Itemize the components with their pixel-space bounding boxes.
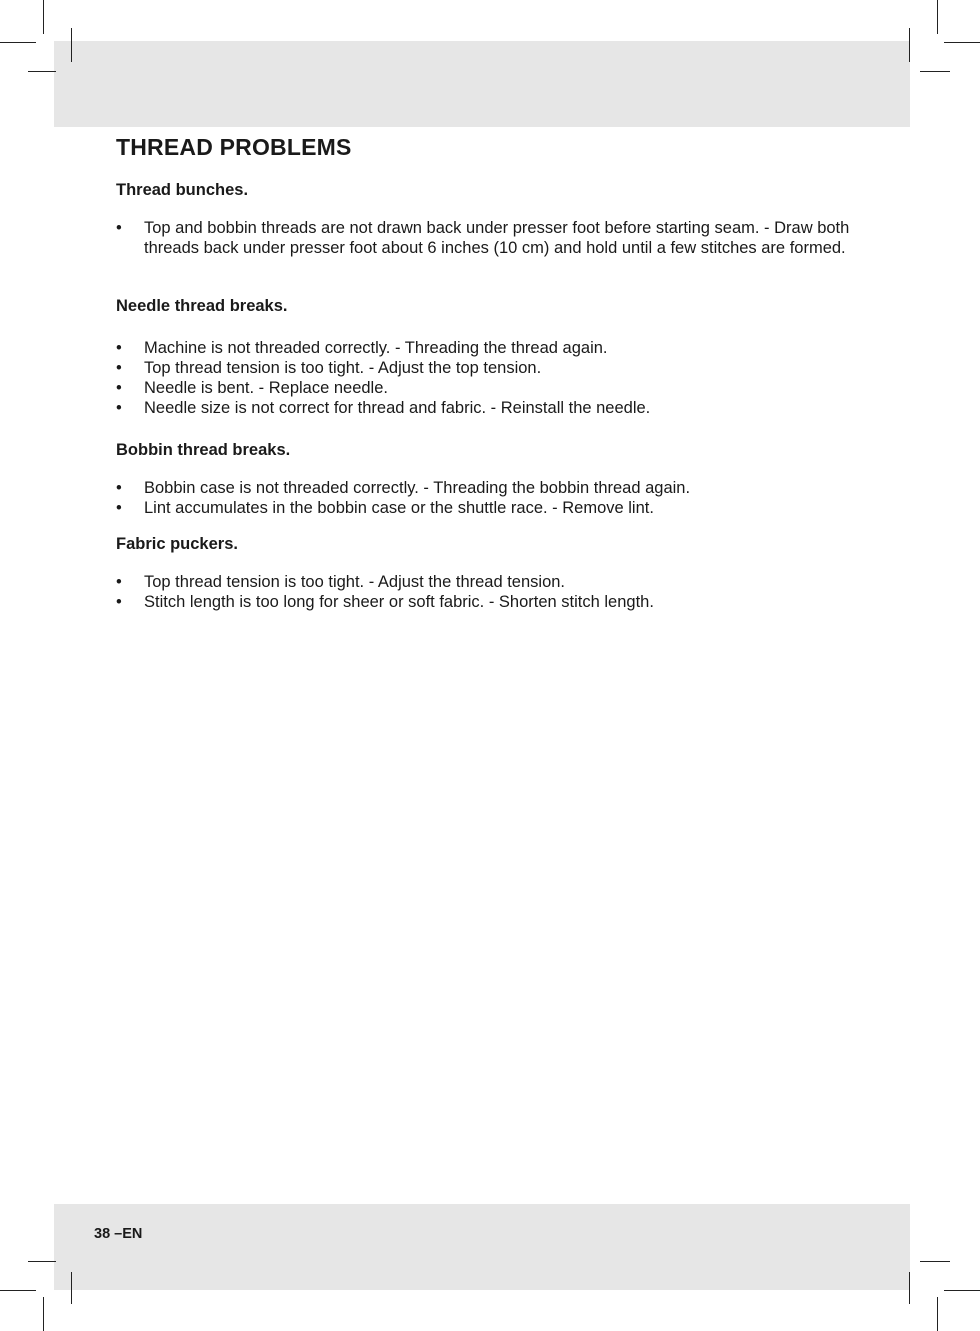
crop-mark	[43, 1297, 44, 1331]
bullet-icon: •	[116, 573, 122, 591]
page-number: 38 –EN	[94, 1226, 143, 1242]
crop-mark	[920, 1261, 950, 1262]
crop-mark	[909, 28, 910, 62]
bullet-list	[116, 572, 856, 612]
list-item	[116, 358, 856, 378]
list-item-text: Bobbin case is not threaded correctly. - Threading the bobbin thread again.	[144, 479, 691, 497]
section-fabric-puckers	[116, 534, 856, 611]
list-item-text: Top thread tension is too tight. - Adjust the thread tension.	[144, 573, 566, 591]
bullet-icon: •	[116, 593, 122, 611]
crop-mark	[28, 1261, 56, 1262]
list-item	[116, 478, 856, 498]
header-band	[54, 41, 910, 127]
section-bobbin-thread-breaks	[116, 440, 856, 517]
list-item-text: Needle is bent. - Replace needle.	[144, 379, 388, 397]
bullet-list	[116, 478, 856, 518]
bullet-icon: •	[116, 359, 122, 377]
bullet-icon: •	[116, 379, 122, 397]
list-item	[116, 218, 856, 258]
page-content	[116, 131, 856, 611]
list-item	[116, 498, 856, 518]
page-title: THREAD PROBLEMS	[116, 134, 352, 160]
list-item-text: Stitch length is too long for sheer or soft fabric. - Shorten stitch length.	[144, 593, 654, 611]
bullet-icon: •	[116, 499, 122, 517]
crop-mark	[43, 0, 44, 34]
bullet-list	[116, 218, 856, 258]
section-heading: Thread bunches.	[116, 181, 249, 199]
list-item	[116, 398, 856, 418]
crop-mark	[909, 1272, 910, 1304]
bullet-icon: •	[116, 479, 122, 497]
bullet-icon: •	[116, 339, 122, 357]
crop-mark	[944, 42, 980, 43]
crop-mark	[0, 42, 36, 43]
crop-mark	[944, 1290, 980, 1291]
list-item	[116, 338, 856, 358]
list-item-text: Top thread tension is too tight. - Adjust the top tension.	[144, 359, 542, 377]
crop-mark	[28, 71, 56, 72]
list-item	[116, 592, 856, 612]
crop-mark	[71, 28, 72, 62]
list-item	[116, 378, 856, 398]
crop-mark	[937, 1297, 938, 1331]
crop-mark	[920, 71, 950, 72]
list-item-text: Lint accumulates in the bobbin case or the shuttle race. - Remove lint.	[144, 499, 654, 517]
bullet-list	[116, 338, 856, 418]
bullet-icon: •	[116, 219, 122, 237]
section-heading: Fabric puckers.	[116, 535, 238, 553]
section-heading: Needle thread breaks.	[116, 297, 288, 315]
section-thread-bunches	[116, 180, 856, 257]
bullet-icon: •	[116, 399, 122, 417]
crop-mark	[937, 0, 938, 34]
list-item-text: Machine is not threaded correctly. - Threading the thread again.	[144, 339, 608, 357]
section-needle-thread-breaks	[116, 296, 856, 417]
list-item-text: Needle size is not correct for thread and fabric. - Reinstall the needle.	[144, 399, 651, 417]
list-item	[116, 572, 856, 592]
crop-mark	[0, 1290, 36, 1291]
list-item-text: Top and bobbin threads are not drawn back under presser foot before starting seam. - Draw both threads back under presser foot about 6 inches (10 cm) and hold until a few stitches are formed.	[144, 219, 850, 257]
footer-band	[54, 1204, 910, 1290]
section-heading: Bobbin thread breaks.	[116, 441, 291, 459]
crop-mark	[71, 1272, 72, 1304]
